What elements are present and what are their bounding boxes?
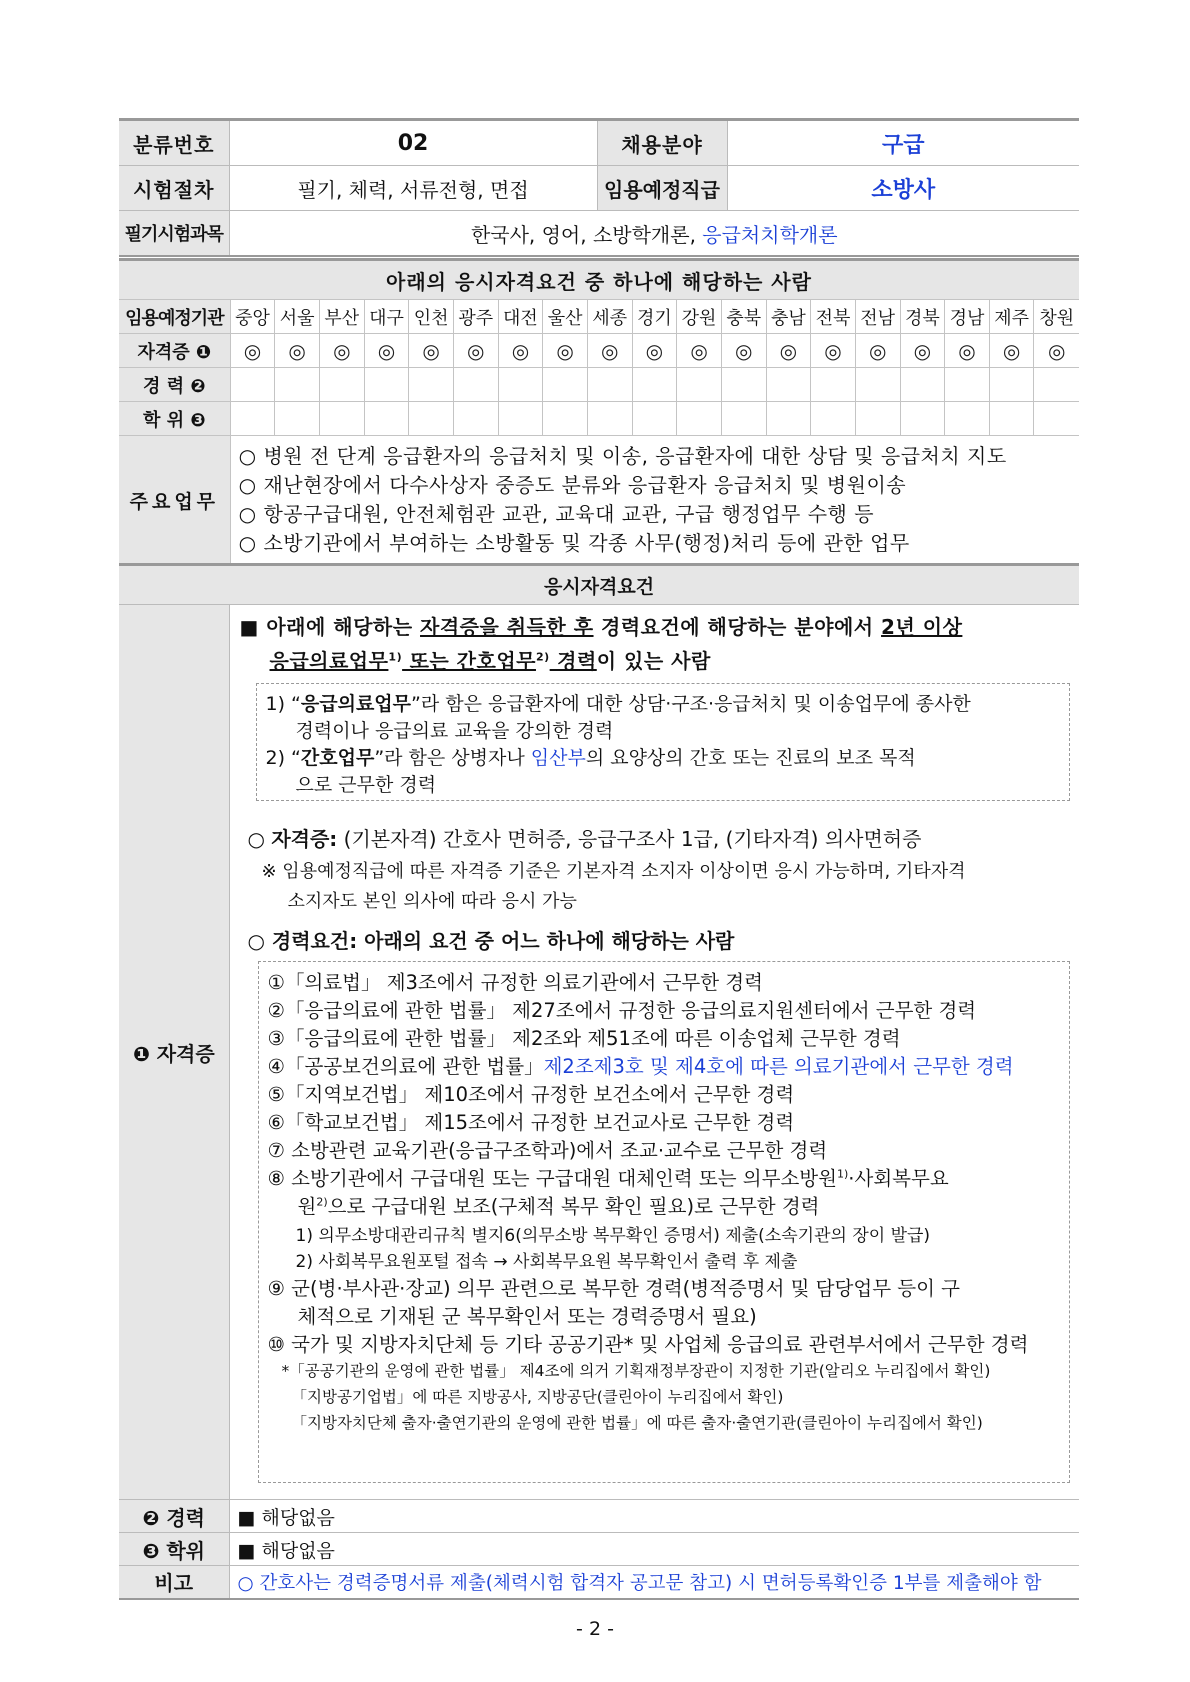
main-requirement-1: ■ 아래에 해당하는 자격증을 취득한 후 경력요건에 해당하는 분야에서 2년 이상	[239, 615, 963, 639]
career-item-2: ②「응급의료에 관한 법률」 제27조에서 규정한 응급의료지원센터에서 근무한 경력	[267, 999, 977, 1022]
agency-15: 경북	[900, 300, 945, 334]
qualification-header: 응시자격요건	[119, 565, 1079, 605]
empty-cell	[1034, 402, 1079, 436]
empty-cell	[498, 368, 543, 402]
cert-section-body	[229, 605, 1079, 1500]
empty-cell	[1034, 368, 1079, 402]
empty-cell	[319, 368, 364, 402]
agency-2: 부산	[319, 300, 364, 334]
remark-label: 비고	[119, 1566, 229, 1599]
field-label: 채용분야	[597, 120, 727, 166]
cert-mark: ◎	[989, 334, 1034, 368]
empty-cell	[409, 402, 454, 436]
agency-9: 경기	[632, 300, 677, 334]
empty-cell	[453, 402, 498, 436]
empty-cell	[677, 368, 722, 402]
career-section-value: ■ 해당없음	[229, 1500, 1079, 1533]
note-2: 2) “간호업무”라 함은 상병자나 임산부의 요양상의 간호 또는 진료의 보조 목적	[265, 747, 916, 769]
subject-label: 필기시험과목	[119, 211, 229, 257]
empty-cell	[900, 402, 945, 436]
agency-12: 충남	[766, 300, 811, 334]
empty-cell	[319, 402, 364, 436]
career-item-9-cont: 체적으로 기재된 군 복무확인서 또는 경력증명서 필요)	[297, 1305, 757, 1328]
cert-mark: ◎	[319, 334, 364, 368]
cert-note-1: ※ 임용예정직급에 따른 자격증 기준은 기본자격 소지자 이상이면 응시 가능하며, 기타자격	[261, 861, 966, 882]
empty-cell	[811, 402, 856, 436]
cert-mark: ◎	[900, 334, 945, 368]
empty-cell	[766, 402, 811, 436]
agency-6: 대전	[498, 300, 543, 334]
cert-mark: ◎	[364, 334, 409, 368]
agency-8: 세종	[587, 300, 632, 334]
empty-cell	[230, 368, 275, 402]
empty-cell	[632, 402, 677, 436]
requirements-header: 아래의 응시자격요건 중 하나에 해당하는 사람	[119, 260, 1079, 300]
cert-mark: ◎	[453, 334, 498, 368]
cert-section-label: ❶ 자격증	[119, 605, 229, 1500]
duty-item: ○ 항공구급대원, 안전체험관 교관, 교육대 교관, 구급 행정업무 수행 등	[238, 502, 875, 526]
career-item-10-note-3: 「지방자치단체 출자·출연기관의 운영에 관한 법률」에 따른 출자·출연기관(클린아이 누리집에서 확인)	[291, 1414, 983, 1432]
rank-label: 임용예정직급	[597, 166, 727, 211]
career-item-1: ①「의료법」 제3조에서 규정한 의료기관에서 근무한 경력	[267, 971, 763, 994]
empty-cell	[587, 368, 632, 402]
cert-line: ○ 자격증: (기본자격) 간호사 면허증, 응급구조사 1급, (기타자격) 의사면허증	[247, 827, 922, 851]
career-item-6: ⑥「학교보건법」 제15조에서 규정한 보건교사로 근무한 경력	[267, 1111, 795, 1134]
agency-4: 인천	[409, 300, 454, 334]
note-1-cont: 경력이나 응급의료 교육을 강의한 경력	[295, 720, 614, 742]
career-item-8-note-1: 1) 의무소방대관리규칙 별지6(의무소방 복무확인 증명서) 제출(소속기관의 장이 발급)	[295, 1226, 931, 1246]
empty-cell	[543, 368, 588, 402]
agency-18: 창원	[1034, 300, 1079, 334]
note-1: 1) “응급의료업무”라 함은 응급환자에 대한 상담·구조·응급처치 및 이송업무에 종사한	[265, 693, 971, 715]
empty-cell	[855, 402, 900, 436]
exam-label: 시험절차	[119, 166, 229, 211]
empty-cell	[453, 368, 498, 402]
agency-17: 제주	[989, 300, 1034, 334]
empty-cell	[677, 402, 722, 436]
empty-cell	[632, 368, 677, 402]
career-item-5: ⑤「지역보건법」 제10조에서 규정한 보건소에서 근무한 경력	[267, 1083, 795, 1106]
cert-mark: ◎	[230, 334, 275, 368]
subjects-highlight: 응급처치학개론	[702, 222, 838, 247]
empty-cell	[811, 368, 856, 402]
cert-mark: ◎	[855, 334, 900, 368]
empty-cell	[945, 368, 990, 402]
main-requirement-2: 응급의료업무$^{1)}$ 또는 간호업무$^{2)}$ 경력이 있는 사람	[269, 649, 711, 673]
exam-value: 필기, 체력, 서류전형, 면접	[229, 166, 597, 211]
class-no: 02	[229, 120, 597, 166]
field-value: 구급	[727, 120, 1079, 166]
agency-16: 경남	[945, 300, 990, 334]
agency-label: 임용예정기관	[119, 300, 230, 334]
page-number: - 2 -	[576, 1618, 614, 1640]
career-item-8: ⑧ 소방기관에서 구급대원 또는 구급대원 대체인력 또는 의무소방원$^{1)}$·사회복무요	[267, 1167, 949, 1190]
row-degree-label: 학 위 ❸	[119, 402, 230, 436]
empty-cell	[230, 402, 275, 436]
empty-cell	[945, 402, 990, 436]
agency-5: 광주	[453, 300, 498, 334]
cert-note-2: 소지자도 본인 의사에 따라 응시 가능	[287, 891, 577, 912]
career-item-7: ⑦ 소방관련 교육기관(응급구조학과)에서 조교·교수로 근무한 경력	[267, 1139, 828, 1162]
career-item-10: ⑩ 국가 및 지방자치단체 등 기타 공공기관* 및 사업체 응급의료 관련부서에서 근무한 경력	[267, 1333, 1029, 1356]
empty-cell	[275, 368, 320, 402]
agency-11: 충북	[721, 300, 766, 334]
agency-0: 중앙	[230, 300, 275, 334]
subject-value	[229, 211, 1079, 257]
cert-mark: ◎	[409, 334, 454, 368]
cert-mark: ◎	[945, 334, 990, 368]
career-item-4: ④「공공보건의료에 관한 법률」제2조제3호 및 제4호에 따른 의료기관에서 근무한 경력	[267, 1055, 1014, 1078]
cert-mark: ◎	[587, 334, 632, 368]
agency-3: 대구	[364, 300, 409, 334]
empty-cell	[900, 368, 945, 402]
class-no-label: 분류번호	[119, 120, 229, 166]
career-item-9: ⑨ 군(병·부사관·장교) 의무 관련으로 복무한 경력(병적증명서 및 담당업무 등이 구	[267, 1277, 960, 1300]
career-item-10-note-1: *「공공기관의 운영에 관한 법률」 제4조에 의거 기획재정부장관이 지정한 기관(알리오 누리집에서 확인)	[281, 1362, 991, 1380]
cert-mark: ◎	[811, 334, 856, 368]
duty-item: ○ 소방기관에서 부여하는 소방활동 및 각종 사무(행정)처리 등에 관한 업무	[238, 531, 910, 555]
career-item-8-note-2: 2) 사회복무요원포털 접속 → 사회복무요원 복무확인서 출력 후 제출	[295, 1252, 798, 1272]
empty-cell	[364, 368, 409, 402]
empty-cell	[587, 402, 632, 436]
career-item-8-cont: 원$^{2)}$으로 구급대원 보조(구체적 복무 확인 필요)로 근무한 경력	[297, 1195, 820, 1218]
row-cert-label: 자격증 ❶	[119, 334, 230, 368]
row-career-label: 경 력 ❷	[119, 368, 230, 402]
duty-item: ○ 재난현장에서 다수사상자 중증도 분류와 응급환자 응급처치 및 병원이송	[238, 473, 907, 497]
career-title: ○ 경력요건: 아래의 요건 중 어느 하나에 해당하는 사람	[247, 929, 735, 953]
summary-table	[119, 118, 1079, 257]
career-section-label: ❷ 경력	[119, 1500, 229, 1533]
remark-value: ○ 간호사는 경력증명서류 제출(체력시험 합격자 공고문 참고) 시 면허등록확인증 1부를 제출해야 함	[229, 1566, 1079, 1599]
degree-section-label: ❸ 학위	[119, 1533, 229, 1566]
rank-value: 소방사	[727, 166, 1079, 211]
cert-mark: ◎	[275, 334, 320, 368]
cert-mark: ◎	[543, 334, 588, 368]
agency-7: 울산	[543, 300, 588, 334]
agency-1: 서울	[275, 300, 320, 334]
empty-cell	[989, 402, 1034, 436]
career-item-3: ③「응급의료에 관한 법률」 제2조와 제51조에 따른 이송업체 근무한 경력	[267, 1027, 901, 1050]
cert-mark: ◎	[766, 334, 811, 368]
agency-table	[119, 258, 1079, 566]
empty-cell	[409, 368, 454, 402]
empty-cell	[364, 402, 409, 436]
duties-label: 주요업무	[119, 436, 230, 566]
qualification-table	[119, 563, 1079, 1600]
subjects-plain: 한국사, 영어, 소방학개론,	[470, 222, 696, 247]
empty-cell	[498, 402, 543, 436]
cert-mark: ◎	[677, 334, 722, 368]
cert-mark: ◎	[1034, 334, 1079, 368]
empty-cell	[275, 402, 320, 436]
degree-section-value: ■ 해당없음	[229, 1533, 1079, 1566]
empty-cell	[543, 402, 588, 436]
note-2-cont: 으로 근무한 경력	[295, 774, 437, 796]
empty-cell	[721, 402, 766, 436]
cert-mark: ◎	[498, 334, 543, 368]
agency-13: 전북	[811, 300, 856, 334]
agency-10: 강원	[677, 300, 722, 334]
cert-mark: ◎	[721, 334, 766, 368]
cert-mark: ◎	[632, 334, 677, 368]
empty-cell	[855, 368, 900, 402]
agency-14: 전남	[855, 300, 900, 334]
duties-list	[230, 436, 1079, 566]
empty-cell	[989, 368, 1034, 402]
empty-cell	[766, 368, 811, 402]
career-item-10-note-2: 「지방공기업법」에 따른 지방공사, 지방공단(클린아이 누리집에서 확인)	[291, 1388, 784, 1406]
empty-cell	[721, 368, 766, 402]
duty-item: ○ 병원 전 단계 응급환자의 응급처치 및 이송, 응급환자에 대한 상담 및 응급처치 지도	[238, 444, 1007, 468]
